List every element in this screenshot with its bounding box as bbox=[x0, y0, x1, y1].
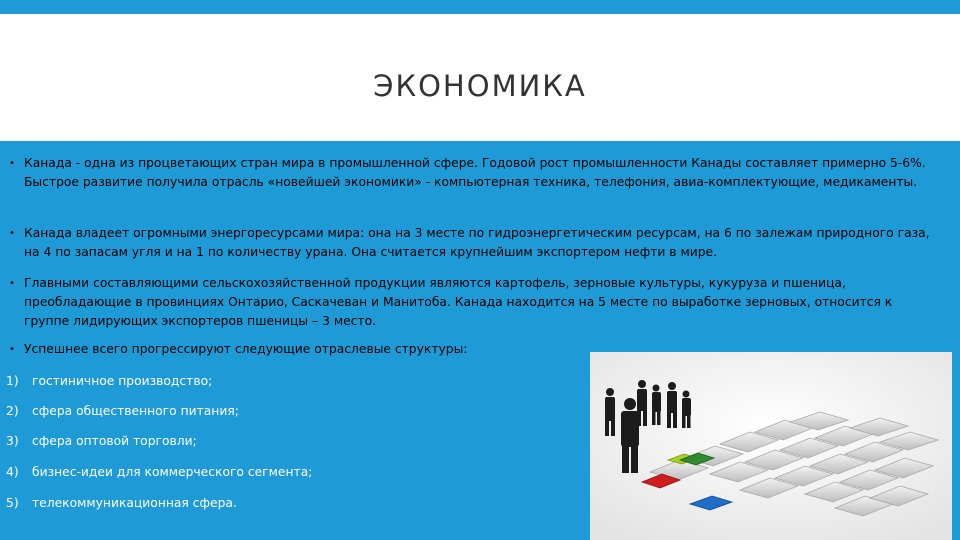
numbered-item bbox=[6, 372, 212, 391]
title-band bbox=[0, 14, 960, 141]
item-text: гостиничное производство; bbox=[32, 374, 213, 388]
bullet-item bbox=[8, 274, 938, 331]
bullet-icon: • bbox=[9, 158, 15, 169]
bullet-text: Успешнее всего прогрессируют следующие отраслевые структуры: bbox=[24, 342, 468, 356]
business-people-puzzle-image bbox=[590, 352, 952, 540]
numbered-item bbox=[6, 494, 237, 513]
item-number: 5) bbox=[6, 496, 19, 510]
puzzle-illustration bbox=[590, 352, 952, 540]
item-number: 3) bbox=[6, 434, 19, 448]
bullet-item bbox=[8, 224, 938, 262]
item-text: сфера общественного питания; bbox=[32, 404, 239, 418]
bullet-item bbox=[8, 154, 938, 192]
bullet-icon: • bbox=[9, 278, 15, 289]
item-number: 1) bbox=[6, 374, 19, 388]
item-number: 4) bbox=[6, 465, 19, 479]
slide-title: ЭКОНОМИКА bbox=[373, 69, 587, 103]
numbered-item bbox=[6, 463, 312, 482]
item-text: телекоммуникационная сфера. bbox=[32, 496, 237, 510]
bullet-text: Канада - одна из процветающих стран мира в промышленной сфере. Годовой рост промышленности Канады составляет примерно 5-6%. Быстрое развитие получила отрасль «новейшей экономики» - компьютерная техника, телефония, авиа-комплектующие, медикаменты. bbox=[24, 156, 926, 189]
bullet-text: Канада владеет огромными энергоресурсами мира: она на 3 месте по гидроэнергетическим ресурсам, на 6 по залежам природного газа, на 4 по запасам угля и на 1 по количеству урана. Она считается крупнейшим экспортером нефти в мире. bbox=[24, 226, 930, 259]
numbered-item bbox=[6, 432, 197, 451]
item-text: бизнес-идеи для коммерческого сегмента; bbox=[32, 465, 313, 479]
bullet-icon: • bbox=[9, 344, 15, 355]
bullet-text: Главными составляющими сельскохозяйственной продукции являются картофель, зерновые культуры, кукуруза и пшеница, преобладающие в провинциях Онтарио, Саскачеван и Манитоба. Канада находится на 5 месте по выработке зерновых, относится к группе лидирующих экспортеров пшеницы – 3 место. bbox=[24, 276, 893, 328]
item-number: 2) bbox=[6, 404, 19, 418]
numbered-item bbox=[6, 402, 239, 421]
bullet-icon: • bbox=[9, 228, 15, 239]
item-text: сфера оптовой торговли; bbox=[32, 434, 197, 448]
